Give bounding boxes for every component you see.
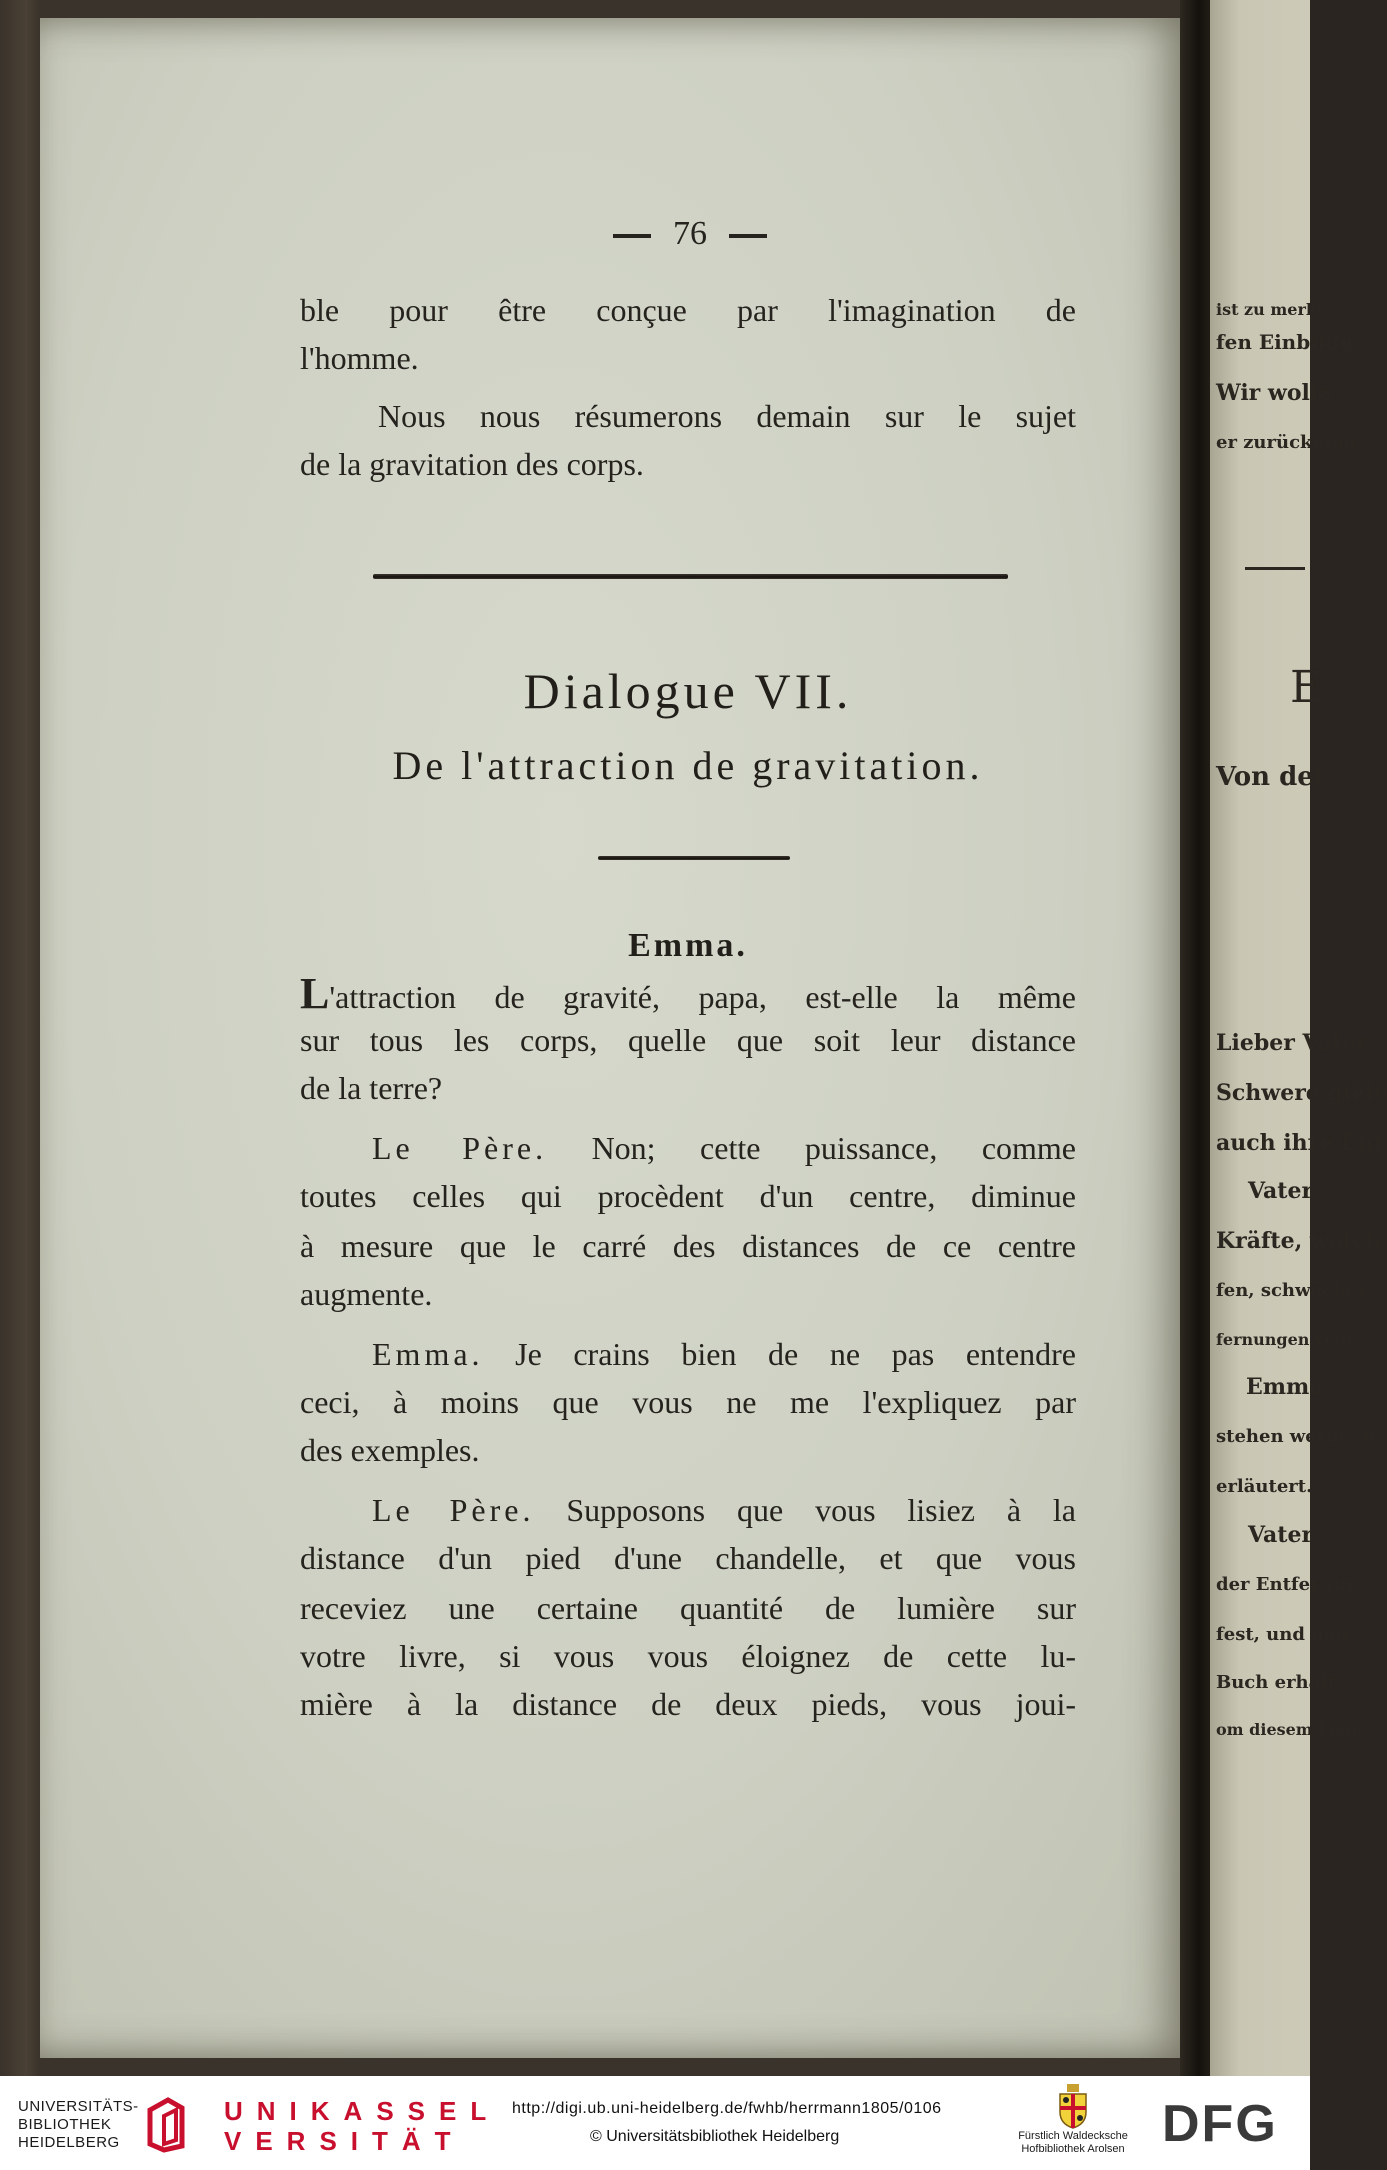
text-line: de la gravitation des corps. — [300, 446, 644, 482]
facing-line: Emma. — [1246, 1374, 1332, 1400]
facing-line: Wir wolle — [1216, 380, 1333, 406]
text-line: L'attraction de gravité, papa, est-elle la même — [300, 969, 1076, 1018]
dialogue-subtitle: De l'attraction de gravitation. — [392, 743, 984, 788]
text-line: mière à la distance de deux pieds, vous joui- — [300, 1686, 1076, 1722]
speaker-name: Le Père. — [372, 1492, 535, 1528]
heidelberg-library-label: UNIVERSITÄTS- BIBLIOTHEK HEIDELBERG — [18, 2098, 139, 2151]
text-line: l'homme. — [300, 340, 419, 376]
facing-line: der Entfernun — [1216, 1574, 1359, 1595]
facing-line: auch ihre Ent — [1216, 1130, 1384, 1156]
arolsen-crest-icon — [1058, 2084, 1088, 2128]
facing-line: Schwere gleic — [1216, 1080, 1387, 1106]
facing-line: fest, und daß — [1216, 1624, 1350, 1645]
facing-line: fen Einbildu — [1216, 330, 1354, 354]
facing-line: Vater. — [1248, 1178, 1319, 1204]
text-line: Le Père. Non; cette puissance, comme — [372, 1130, 1077, 1166]
text-line: des exemples. — [300, 1432, 480, 1468]
source-url[interactable]: http://digi.ub.uni-heidelberg.de/fwhb/herrmann1805/0106 — [512, 2100, 942, 2117]
dialogue-title: Dialogue VII. — [523, 663, 853, 719]
text-line: toutes celles qui procèdent d'un centre, diminue — [300, 1178, 1076, 1214]
text-line: Emma. Je crains bien de ne pas entendre — [372, 1336, 1076, 1372]
text-line: distance d'un pied d'une chandelle, et que vous — [300, 1540, 1076, 1576]
dash-left — [613, 234, 651, 238]
speaker-name: Le Père. — [372, 1130, 548, 1166]
text-line: ble pour être conçue par l'imagination de — [300, 292, 1076, 328]
title-divider — [598, 856, 790, 860]
facing-line: Von der — [1216, 762, 1328, 792]
facing-line: er zurückkom — [1216, 432, 1357, 453]
facing-line: ist zu merkt — [1216, 300, 1325, 319]
copyright-text: © Universitätsbibliothek Heidelberg — [590, 2128, 840, 2145]
facing-line: Lieber Vater — [1216, 1030, 1368, 1056]
section-divider — [373, 574, 1008, 579]
facing-line: om diesem Lichte — [1216, 1720, 1375, 1739]
facing-line: erläutert. — [1216, 1476, 1313, 1497]
facing-line: Buch erhält. — [1216, 1672, 1342, 1693]
text-line: à mesure que le carré des distances de ce centre — [300, 1228, 1076, 1264]
facing-line: fernungen vom — [1216, 1330, 1352, 1349]
kassel-logo: UNIKASSEL VERSITÄT — [224, 2096, 501, 2156]
text-line: Le Père. Supposons que vous lisiez à la — [372, 1492, 1077, 1528]
speaker-name: Emma. — [372, 1336, 484, 1372]
text-line: receviez une certaine quantité de lumière sur — [300, 1590, 1076, 1626]
drop-cap: L — [300, 969, 330, 1018]
dash-right — [729, 234, 767, 238]
text-line: de la terre? — [300, 1070, 443, 1106]
text-line: ceci, à moins que vous ne me l'expliquez par — [300, 1384, 1076, 1420]
page-number: 76 — [560, 215, 820, 253]
facing-line: fen, schwächer — [1216, 1280, 1368, 1301]
facing-line: Vater. — [1248, 1522, 1319, 1548]
facing-rule — [1245, 567, 1305, 570]
text-line: sur tous les corps, quelle que soit leur distance — [300, 1022, 1076, 1058]
speaker-heading: Emma. — [628, 927, 748, 964]
facing-line: E — [1290, 662, 1323, 713]
text-line: votre livre, si vous vous éloignez de cette lu- — [300, 1638, 1076, 1674]
text-line: augmente. — [300, 1276, 433, 1312]
dfg-logo: DFG — [1162, 2095, 1278, 2153]
arolsen-library-label: Fürstlich Waldecksche Hofbibliothek Arolsen — [1018, 2130, 1128, 2155]
facing-line: stehen werde, w — [1216, 1426, 1379, 1447]
footer-banner — [0, 2076, 1310, 2170]
facing-line: Kräfte, welch — [1216, 1228, 1381, 1254]
heidelberg-logo-icon — [146, 2096, 186, 2152]
text-line: Nous nous résumerons demain sur le sujet — [378, 398, 1076, 434]
